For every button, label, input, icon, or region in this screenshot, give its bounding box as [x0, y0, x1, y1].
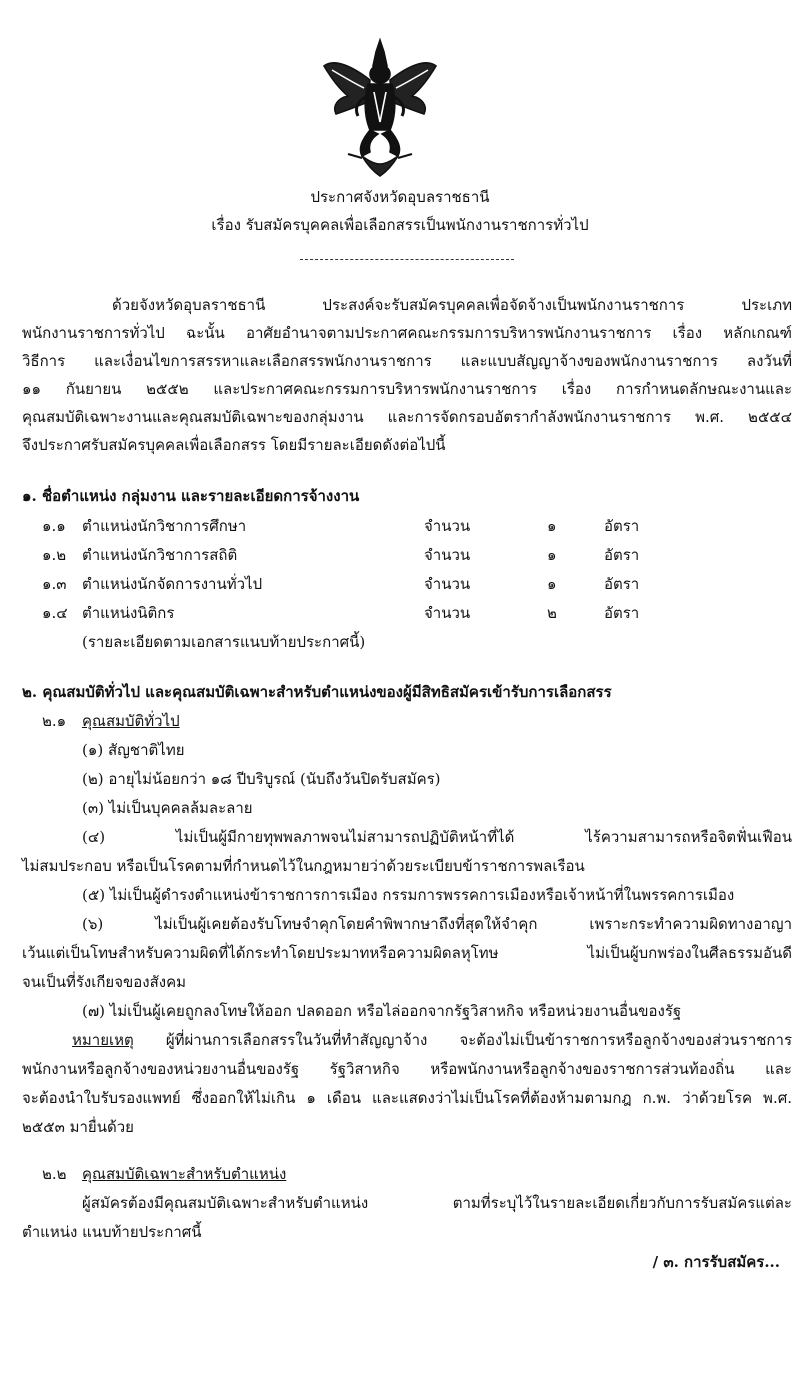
position-unit: อัตรา [604, 546, 640, 564]
position-title: ตำแหน่งนักวิชาการสถิติ [82, 546, 238, 564]
subsection-text: ผู้สมัครต้องมีคุณสมบัติเฉพาะสำหรับตำแหน่ง ตามที่ระบุไว้ในรายละเอียดเกี่ยวกับการรับสมัครแต่ละ [82, 1194, 792, 1212]
position-count: ๒ [547, 604, 557, 622]
garuda-emblem-icon [318, 36, 442, 180]
position-number: ๑.๔ [42, 604, 68, 622]
subsection-title: คุณสมบัติเฉพาะสำหรับตำแหน่ง [82, 1165, 287, 1183]
remark-line [72, 1028, 792, 1052]
intro-line: ๑๑ กันยายน ๒๕๕๒ และประกาศคณะกรรมการบริหารพนักงานราชการ เรื่อง การกำหนดลักษณะงานและ [22, 380, 792, 398]
position-unit: อัตรา [604, 517, 640, 535]
page-continuation: / ๓. การรับสมัคร... [652, 1253, 780, 1271]
intro-line: คุณสมบัติเฉพาะงานและคุณสมบัติเฉพาะของกลุ่มงาน และการจัดกรอบอัตรากำลังพนักงานราชการ พ.ศ. ๒๕๕๔ [22, 408, 792, 426]
intro-line: ด้วยจังหวัดอุบลราชธานี ประสงค์จะรับสมัครบุคคลเพื่อจัดจ้างเป็นพนักงานราชการ ประเภท [112, 296, 792, 314]
subsection-number: ๒.๑ [42, 712, 67, 730]
intro-line: พนักงานราชการทั่วไป ฉะนั้น อาศัยอำนาจตามประกาศคณะกรรมการบริหารพนักงานราชการ เรื่อง หลักเกณฑ์ [22, 324, 792, 342]
position-count: ๑ [547, 546, 557, 564]
position-count-label: จำนวน [424, 575, 471, 593]
remark-line: พนักงานหรือลูกจ้างของหน่วยงานอื่นของรัฐ รัฐวิสาหกิจ หรือพนักงานหรือลูกจ้างของราชการส่วนท้องถิ่น และ [22, 1060, 792, 1078]
subsection-text: ตำแหน่ง แนบท้ายประกาศนี้ [22, 1223, 202, 1241]
qualification-item: (๔) ไม่เป็นผู้มีกายทุพพลภาพจนไม่สามารถปฏิบัติหน้าที่ได้ ไร้ความสามารถหรือจิตฟั่นเฟือน [82, 828, 792, 846]
position-unit: อัตรา [604, 604, 640, 622]
qualification-item: (๕) ไม่เป็นผู้ดำรงตำแหน่งข้าราชการการเมือง กรรมการพรรคการเมืองหรือเจ้าหน้าที่ในพรรคการเมือง [82, 886, 735, 904]
qualification-item-continued: จนเป็นที่รังเกียจของสังคม [22, 973, 186, 991]
position-count-label: จำนวน [424, 604, 471, 622]
qualification-item: (๓) ไม่เป็นบุคคลล้มละลาย [82, 799, 253, 817]
remark-text: ผู้ที่ผ่านการเลือกสรรในวันที่ทำสัญญาจ้าง จะต้องไม่เป็นข้าราชการหรือลูกจ้างของส่วนราชการ [133, 1031, 792, 1049]
qualification-item: (๗) ไม่เป็นผู้เคยถูกลงโทษให้ออก ปลดออก หรือไล่ออกจากรัฐวิสาหกิจ หรือหน่วยงานอื่นของรัฐ [82, 1002, 682, 1020]
subsection-number: ๒.๒ [42, 1165, 67, 1183]
subsection-title: คุณสมบัติทั่วไป [82, 712, 180, 730]
position-count: ๑ [547, 575, 557, 593]
remark-label: หมายเหตุ [72, 1031, 134, 1049]
position-number: ๑.๒ [42, 546, 67, 564]
position-number: ๑.๓ [42, 575, 67, 593]
intro-line: วิธีการ และเงื่อนไขการสรรหาและเลือกสรรพนักงานราชการ และแบบสัญญาจ้างของพนักงานราชการ ลงวันที่ [22, 352, 792, 370]
qualification-item-continued: ไม่สมประกอบ หรือเป็นโรคตามที่กำหนดไว้ในกฎหมายว่าด้วยระเบียบข้าราชการพลเรือน [22, 857, 585, 875]
intro-line: จึงประกาศรับสมัครบุคคลเพื่อเลือกสรร โดยมีรายละเอียดดังต่อไปนี้ [22, 436, 446, 454]
position-count-label: จำนวน [424, 517, 471, 535]
announcement-title: ประกาศจังหวัดอุบลราชธานี [310, 188, 490, 206]
remark-line: ๒๕๕๓ มายื่นด้วย [22, 1118, 134, 1136]
section-1-heading: ๑. ชื่อตำแหน่ง กลุ่มงาน และรายละเอียดการจ้างงาน [22, 487, 360, 505]
position-unit: อัตรา [604, 575, 640, 593]
header-divider [300, 259, 514, 260]
section-2-heading: ๒. คุณสมบัติทั่วไป และคุณสมบัติเฉพาะสำหรับตำแหน่งของผู้มีสิทธิสมัครเข้ารับการเลือกสรร [22, 683, 612, 701]
position-title: ตำแหน่งนักวิชาการศึกษา [82, 517, 247, 535]
qualification-item-continued: เว้นแต่เป็นโทษสำหรับความผิดที่ได้กระทำโดยประมาทหรือความผิดลหุโทษ ไม่เป็นผู้บกพร่องในศีลธรรมอันดี [22, 944, 792, 962]
remark-line: จะต้องนำใบรับรองแพทย์ ซึ่งออกให้ไม่เกิน ๑ เดือน และแสดงว่าไม่เป็นโรคที่ต้องห้ามตามกฎ ก.พ. ว่าด้วยโรค พ.ศ. [22, 1089, 792, 1107]
position-count: ๑ [547, 517, 557, 535]
qualification-item: (๑) สัญชาติไทย [82, 741, 185, 759]
qualification-item: (๖) ไม่เป็นผู้เคยต้องรับโทษจำคุกโดยคำพิพากษาถึงที่สุดให้จำคุก เพราะกระทำความผิดทางอาญา [82, 915, 792, 933]
position-number: ๑.๑ [42, 517, 66, 535]
positions-note: (รายละเอียดตามเอกสารแนบท้ายประกาศนี้) [82, 633, 366, 651]
position-title: ตำแหน่งนักจัดการงานทั่วไป [82, 575, 263, 593]
position-title: ตำแหน่งนิติกร [82, 604, 175, 622]
position-count-label: จำนวน [424, 546, 471, 564]
qualification-item: (๒) อายุไม่น้อยกว่า ๑๘ ปีบริบูรณ์ (นับถึงวันปิดรับสมัคร) [82, 770, 441, 788]
announcement-subject: เรื่อง รับสมัครบุคคลเพื่อเลือกสรรเป็นพนักงานราชการทั่วไป [211, 216, 589, 234]
